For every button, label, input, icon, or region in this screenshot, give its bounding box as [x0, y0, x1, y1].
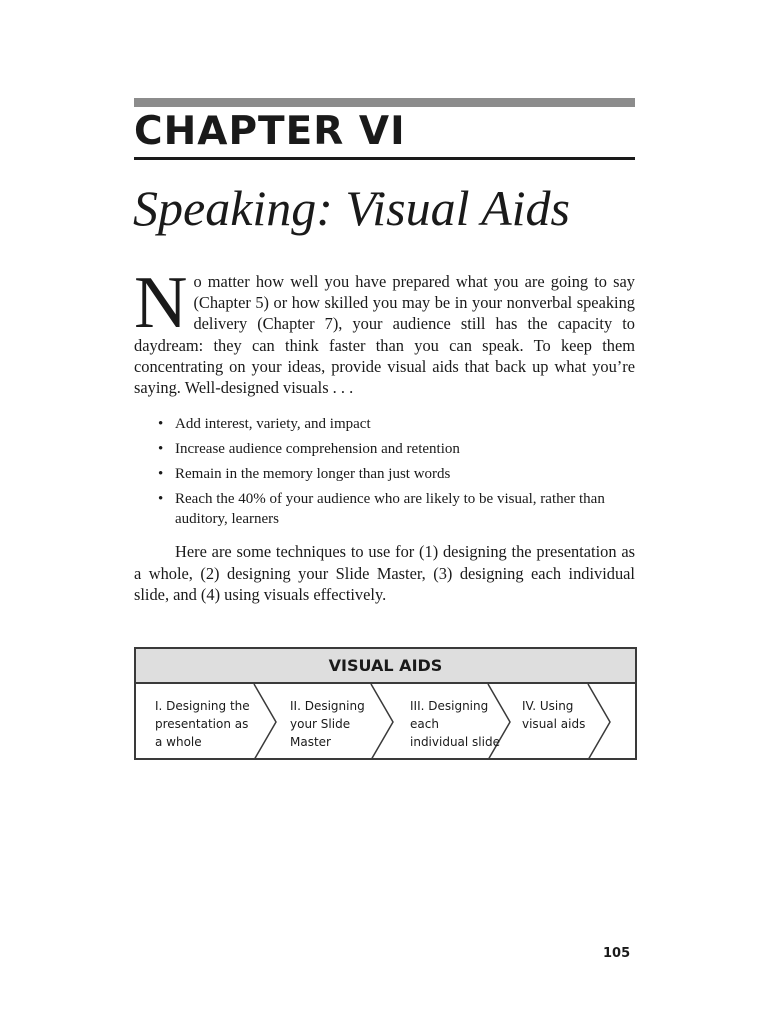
- intro-text: o matter how well you have prepared what you are going to say (Chapter 5) or how skilled you may be in your nonverbal speaking delivery (Chapter 7), your audience still has the capacity to daydream: they can think faster than you can speak. To keep them concentrating on your ideas, provide visual aids that back up what you’re saying. Well-designed visuals . . .: [134, 272, 635, 398]
- list-item-text: Add interest, variety, and impact: [175, 416, 371, 432]
- flow-step-4: IV. Using visual aids: [522, 699, 586, 731]
- list-item-text: Increase audience comprehension and retention: [175, 441, 460, 457]
- flow-title: VISUAL AIDS: [136, 649, 635, 684]
- list-item: [158, 464, 636, 484]
- top-rule: [134, 98, 635, 107]
- chapter-label: CHAPTER VI: [134, 109, 406, 154]
- techniques-paragraph: Here are some techniques to use for (1) designing the presentation as a whole, (2) designing your Slide Master, (3) designing each individual slide, and (4) using visuals effectively.: [134, 542, 635, 604]
- bullet-icon: •: [158, 416, 164, 432]
- chevron-arrow-4: [588, 684, 610, 760]
- list-item: [158, 489, 636, 529]
- list-item-text: Reach the 40% of your audience who are likely to be visual, rather than auditory, learners: [175, 491, 605, 527]
- chevron-arrow-1: [254, 684, 276, 760]
- bullet-icon: •: [158, 441, 164, 457]
- flow-body: [136, 684, 635, 760]
- bullet-icon: •: [158, 491, 164, 507]
- bullet-icon: •: [158, 466, 164, 482]
- list-item: [158, 414, 636, 434]
- flow-step-1: I. Designing the presentation as a whole: [155, 699, 250, 749]
- benefits-list: [158, 414, 636, 534]
- list-item: [158, 439, 636, 459]
- intro-paragraph: [134, 262, 635, 398]
- drop-cap: N: [134, 262, 188, 344]
- chevron-arrow-2: [371, 684, 393, 760]
- flow-step-2: II. Designing your Slide Master: [290, 699, 365, 749]
- list-item-text: Remain in the memory longer than just words: [175, 466, 451, 482]
- flow-step-3: III. Designing each individual slide: [410, 699, 500, 749]
- chapter-title: Speaking: Visual Aids: [133, 180, 570, 236]
- page-number: 105: [603, 946, 631, 961]
- visual-aids-flow-diagram: [134, 647, 637, 760]
- chapter-rule: [134, 157, 635, 160]
